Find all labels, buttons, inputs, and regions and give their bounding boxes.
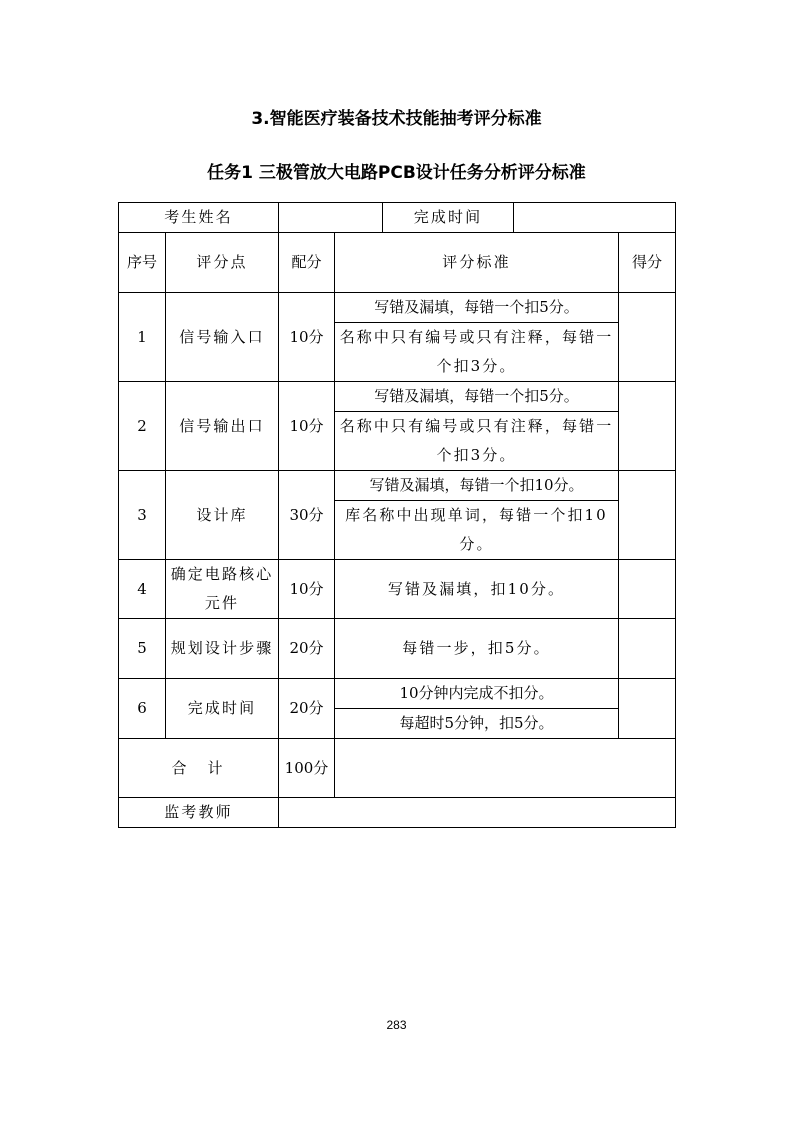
row-score: 10分 — [279, 293, 335, 382]
supervisor-label: 监考教师 — [119, 798, 279, 828]
student-name-field — [279, 203, 383, 233]
point-header: 评分点 — [166, 233, 279, 293]
criteria-header: 评分标准 — [335, 233, 619, 293]
row-point: 信号输入口 — [166, 293, 279, 382]
supervisor-row — [119, 798, 676, 828]
finish-time-label: 完成时间 — [383, 203, 514, 233]
total-criteria-empty — [335, 739, 676, 798]
row-criterion: 名称中只有编号或只有注释，每错一个扣3分。 — [335, 412, 619, 471]
header-row — [119, 233, 676, 293]
scoring-table — [118, 202, 676, 828]
row-got — [619, 560, 676, 619]
row-got — [619, 471, 676, 560]
row-criterion: 写错及漏填，每错一个扣5分。 — [335, 293, 619, 323]
finish-time-field — [514, 203, 676, 233]
student-name-label: 考生姓名 — [119, 203, 279, 233]
row-criterion: 每超时5分钟，扣5分。 — [335, 709, 619, 739]
row-score: 20分 — [279, 619, 335, 679]
total-score: 100分 — [279, 739, 335, 798]
row-number: 2 — [119, 382, 166, 471]
row-criterion: 写错及漏填，扣10分。 — [335, 560, 619, 619]
table-row — [119, 471, 676, 501]
row-criterion: 写错及漏填，每错一个扣10分。 — [335, 471, 619, 501]
row-got — [619, 679, 676, 739]
row-point: 完成时间 — [166, 679, 279, 739]
row-score: 10分 — [279, 560, 335, 619]
row-criterion: 10分钟内完成不扣分。 — [335, 679, 619, 709]
row-number: 3 — [119, 471, 166, 560]
row-number: 4 — [119, 560, 166, 619]
score-header: 配分 — [279, 233, 335, 293]
row-criterion: 名称中只有编号或只有注释，每错一个扣3分。 — [335, 323, 619, 382]
row-point: 设计库 — [166, 471, 279, 560]
row-point: 确定电路核心元件 — [166, 560, 279, 619]
row-number: 5 — [119, 619, 166, 679]
row-criterion: 每错一步，扣5分。 — [335, 619, 619, 679]
table-row — [119, 619, 676, 679]
row-number: 6 — [119, 679, 166, 739]
row-point: 规划设计步骤 — [166, 619, 279, 679]
table-row — [119, 679, 676, 709]
table-row — [119, 560, 676, 619]
document-heading: 3.智能医疗装备技术技能抽考评分标准 — [251, 109, 542, 129]
row-got — [619, 382, 676, 471]
table-row — [119, 382, 676, 412]
page-number: 283 — [386, 1018, 407, 1032]
row-number: 1 — [119, 293, 166, 382]
row-point: 信号输出口 — [166, 382, 279, 471]
seq-header: 序号 — [119, 233, 166, 293]
info-row — [119, 203, 676, 233]
table-row — [119, 293, 676, 323]
row-got — [619, 619, 676, 679]
row-score: 30分 — [279, 471, 335, 560]
total-label: 合 计 — [119, 739, 279, 798]
row-criterion: 库名称中出现单词，每错一个扣10分。 — [335, 501, 619, 560]
row-got — [619, 293, 676, 382]
task-title: 任务1 三极管放大电路PCB设计任务分析评分标准 — [207, 163, 586, 183]
row-score: 10分 — [279, 382, 335, 471]
total-row — [119, 739, 676, 798]
row-criterion: 写错及漏填，每错一个扣5分。 — [335, 382, 619, 412]
got-header: 得分 — [619, 233, 676, 293]
supervisor-field — [279, 798, 676, 828]
row-score: 20分 — [279, 679, 335, 739]
